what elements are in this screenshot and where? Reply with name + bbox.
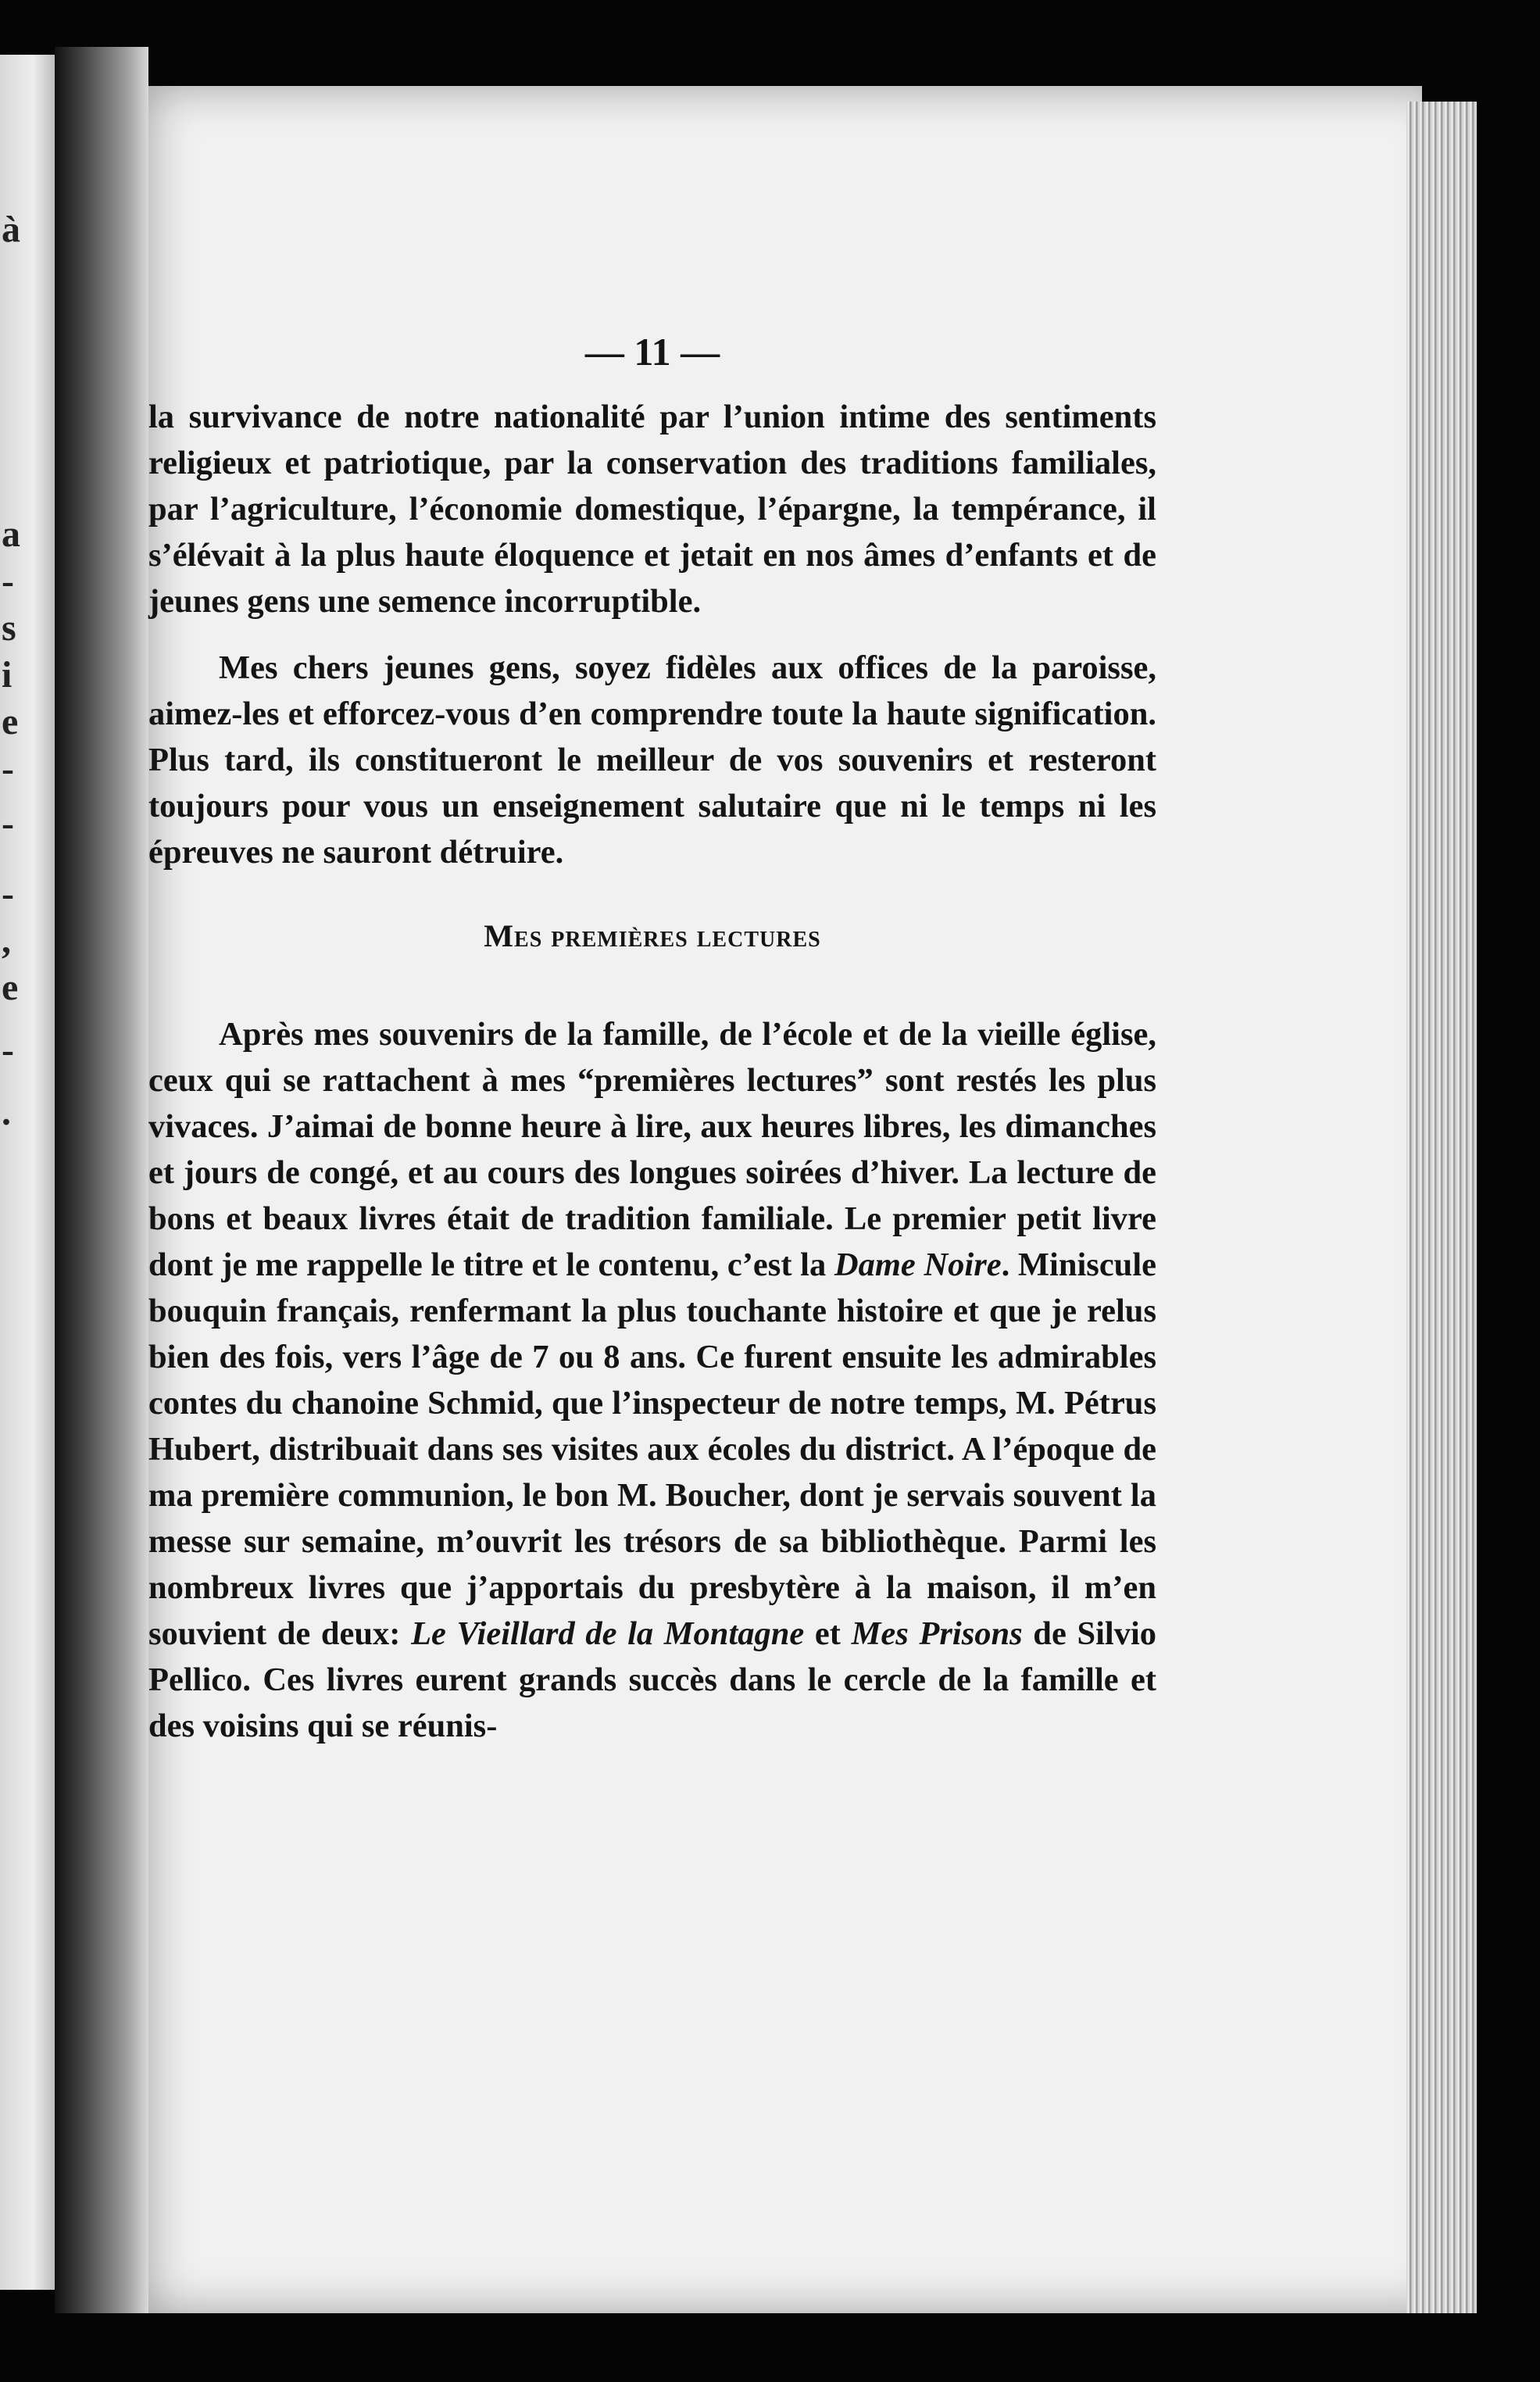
margin-fragment: e bbox=[2, 967, 19, 1008]
paragraph-first-readings bbox=[148, 1011, 1156, 1749]
paragraph-advice: Mes chers jeunes gens, soyez fidèles aux offices de la paroisse, aimez-les et efforcez-vous d’en comprendre toute la haute signification. Plus tard, ils constitueront le meilleur de vos souvenirs et resteront toujours pour vous un enseignement salutaire que ni le temps ni les épreuves ne sauront détruire. bbox=[148, 649, 1156, 871]
text-run: . Miniscule bouquin français, renfermant la plus touchante histoire et que je relus bien des fois, vers l’âge de 7 ou 8 ans. Ce furent ensuite les admirables contes du chanoine Schmid, que l’inspecteur de notre temps, M. Pétrus Hubert, distribuait dans ses visites aux écoles du district. A l’époque de ma première communion, le bon M. Boucher, dont je servais souvent la messe sur semaine, m’ouvrit les trésors de sa bibliothèque. Parmi les nombreux livres que j’apportais du presbytère à la maison, il m’en souvient de deux: bbox=[148, 1246, 1156, 1652]
margin-fragment: - bbox=[2, 1029, 14, 1071]
book-title: Mes Prisons bbox=[851, 1615, 1023, 1652]
book-title: Dame Noire bbox=[834, 1246, 1002, 1283]
margin-fragment: e bbox=[2, 701, 19, 742]
margin-fragment: , bbox=[2, 920, 11, 961]
binding-gutter bbox=[55, 47, 148, 2313]
margin-fragment: - bbox=[2, 873, 14, 914]
paragraph-continued: la survivance de notre nationalité par l’union intime des sentiments religieux et patriotique, par la conservation des traditions familiales, par l’agriculture, l’économie domestique, l’épargne, la tempérance, il s’élévait à la plus haute éloquence et jetait en nos âmes d’enfants et de jeunes gens une semence incorruptible. bbox=[148, 399, 1156, 620]
margin-fragment: . bbox=[2, 1092, 11, 1133]
margin-fragment: s bbox=[2, 607, 16, 649]
text-run: et bbox=[804, 1615, 852, 1652]
margin-fragment: i bbox=[2, 654, 13, 696]
page-number: — 11 — bbox=[584, 330, 720, 374]
page-stack-edge bbox=[1406, 102, 1477, 2313]
margin-fragment: à bbox=[2, 209, 20, 250]
margin-fragment: - bbox=[2, 803, 14, 844]
previous-page-edge bbox=[0, 55, 55, 2290]
margin-fragment: a bbox=[2, 513, 20, 555]
text-run: Après mes souvenirs de la famille, de l’école et de la vieille église, ceux qui se rattachent à mes “premières lectures” sont restés les plus vivaces. J’aimai de bonne heure à lire, aux heures libres, les dimanches et jours de congé, et au cours des longues soirées d’hiver. La lecture de bons et beaux livres était de tradition familiale. Le premier petit livre dont je me rappelle le titre et le contenu, c’est la bbox=[148, 1016, 1156, 1283]
section-heading: Mes premières lectures bbox=[484, 918, 821, 953]
book-title: Le Vieillard de la Montagne bbox=[411, 1615, 805, 1652]
page-content bbox=[148, 328, 1156, 1749]
margin-fragment: - bbox=[2, 748, 14, 789]
margin-fragment: - bbox=[2, 560, 14, 602]
text-run: de Silvio Pellico. Ces livres eurent grands succès dans le cercle de la famille et des voisins qui se réunis- bbox=[148, 1615, 1157, 1744]
